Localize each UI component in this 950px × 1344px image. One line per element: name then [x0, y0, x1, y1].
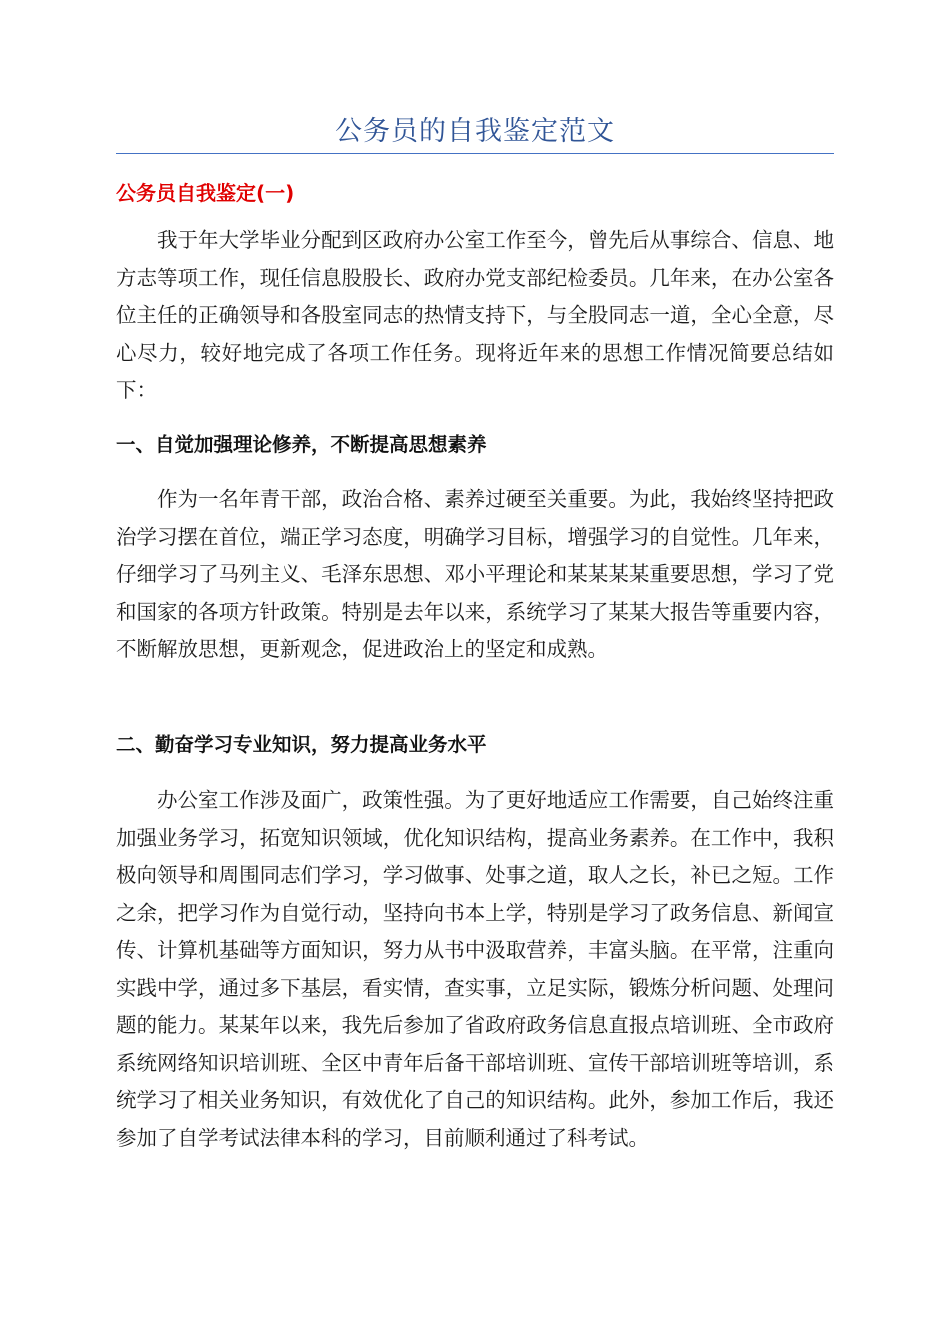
- title-underline: [116, 153, 834, 154]
- subheading-theory: 一、自觉加强理论修养，不断提高思想素养: [116, 433, 487, 456]
- paragraph-professional: 办公室工作涉及面广，政策性强。为了更好地适应工作需要，自己始终注重加强业务学习，拓宽知识领域，优化知识结构，提高业务素养。在工作中，我积极向领导和周围同志们学习，学习做事、处事之道，取人之长，补已之短。工作之余，把学习作为自觉行动，坚持向书本上学，特别是学习了政务信息、新闻宣传、计算机基础等方面知识，努力从书中汲取营养，丰富头脑。在平常，注重向实践中学，通过多下基层，看实情，查实事，立足实际，锻炼分析问题、处理问题的能力。某某年以来，我先后参加了省政府政务信息直报点培训班、全市政府系统网络知识培训班、全区中青年后备干部培训班、宣传干部培训班等培训，系统学习了相关业务知识，有效优化了自己的知识结构。此外，参加工作后，我还参加了自学考试法律本科的学习，目前顺利通过了科考试。: [116, 788, 834, 1150]
- paragraph-theory: 作为一名年青干部，政治合格、素养过硬至关重要。为此，我始终坚持把政治学习摆在首位，端正学习态度，明确学习目标，增强学习的自觉性。几年来，仔细学习了马列主义、毛泽东思想、邓小平理论和某某某某重要思想，学习了党和国家的各项方针政策。特别是去年以来，系统学习了某某大报告等重要内容，不断解放思想，更新观念，促进政治上的坚定和成熟。: [116, 487, 834, 661]
- document-title: 公务员的自我鉴定范文: [335, 116, 615, 147]
- paragraph-intro: 我于年大学毕业分配到区政府办公室工作至今，曾先后从事综合、信息、地方志等项工作，现任信息股股长、政府办党支部纪检委员。几年来，在办公室各位主任的正确领导和各股室同志的热情支持下，与全股同志一道，全心全意，尽心尽力，较好地完成了各项工作任务。现将近年来的思想工作情况简要总结如下：: [116, 228, 834, 402]
- subheading-professional: 二、勤奋学习专业知识，努力提高业务水平: [116, 733, 487, 756]
- section-heading: 公务员自我鉴定(一): [116, 181, 295, 205]
